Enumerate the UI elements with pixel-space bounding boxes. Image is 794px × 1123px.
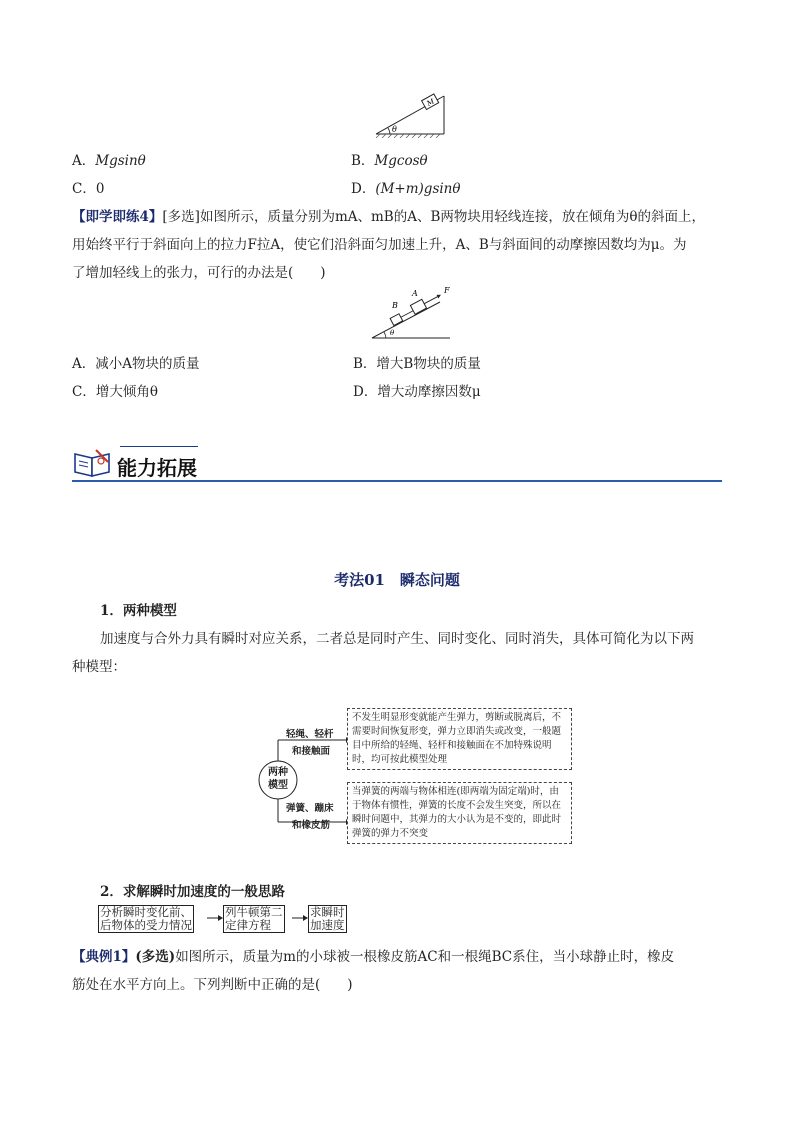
theta-label-2: θ [390,329,395,337]
example1-tag: 【典例1】 [72,949,136,965]
kaofa-paragraph-line-1: 加速度与合外力具有瞬时对应关系，二者总是同时产生、同时变化、同时消失，具体可简化为以下两 [100,631,694,647]
q4-line-2: 用始终平行于斜面向上的拉力F拉A，使它们沿斜面匀加速上升，A、B与斜面间的动摩擦因数均为μ。为 [72,237,687,253]
block-m-label: M [425,97,436,108]
option-a[interactable]: A．Mgsinθ [72,153,146,169]
q4-tag: 【即学即练4】 [72,209,163,225]
q4-line-3: 了增加轻线上的张力，可行的办法是( ) [72,265,326,281]
q4-option-b[interactable]: B．增大B物块的质量 [353,356,481,372]
kaofa-paragraph-line-2: 种模型： [72,659,126,675]
top-model-box: 不发生明显形变就能产生弹力，剪断或脱离后，不需要时间恢复形变，弹力立即消失或改变，一般题目中所给的轻绳、轻杆和接触面在不加特殊说明时，均可按此模型处理 [347,708,572,770]
model-center: 两种 模型 [268,767,288,791]
block-a [410,299,426,314]
q4-option-d[interactable]: D．增大动摩擦因数μ [353,384,481,400]
label-f: F [444,286,450,295]
theta-label: θ [392,125,397,134]
bottom-model-label: 弹簧、蹦床 和橡皮筋 [286,803,334,831]
q4-option-c[interactable]: C．增大倾角θ [72,384,158,400]
example1-line-1: 【典例1】(多选)如图所示，质量为m的小球被一根橡皮筋AC和一根绳BC系住，当小球静止时，橡皮 [72,949,675,965]
option-c[interactable]: C．0 [72,181,105,197]
bottom-model-box: 当弹簧的两端与物体相连(即两端为固定端)时，由于物体有惯性，弹簧的长度不会发生突变，所以在瞬时问题中，其弹力的大小认为是不变的，即此时弹簧的弹力不突变 [347,782,572,844]
section-bottom-rule [72,480,722,482]
option-d[interactable]: D．(M+m)gsinθ [351,181,461,197]
flow-step-3: 求瞬时 加速度 [310,905,345,932]
q4-line-1: 【即学即练4】[多选]如图所示，质量分别为mA、mB的A、B两物块用轻线连接，放在倾角为θ的斜面上， [72,209,706,225]
top-model-label: 轻绳、轻杆 和接触面 [286,729,334,757]
option-b[interactable]: B．Mgcosθ [351,153,428,169]
flow-step-2: 列牛顿第二 定律方程 [225,905,283,932]
heading-general-approach: 2．求解瞬时加速度的一般思路 [100,884,285,900]
block-b [390,314,403,326]
label-b: B [392,301,398,310]
heading-two-models: 1．两种模型 [100,603,177,619]
label-a: A [412,289,418,298]
flow-step-1: 分析瞬时变化前、 后物体的受力情况 [100,905,192,932]
q4-option-a[interactable]: A．减小A物块的质量 [72,356,200,372]
section-title: 能力拓展 [117,456,197,480]
book-icon [72,446,114,480]
section-top-rule [120,446,198,447]
flow-arrow-2 [292,910,308,926]
kaofa-title: 考法01 瞬态问题 [334,571,460,589]
example1-line-2: 筋处在水平方向上。下列判断中正确的是( ) [72,977,353,993]
flow-arrow-1 [207,910,223,926]
incline-figure-2 [368,284,458,342]
incline-figure-1 [370,92,460,138]
